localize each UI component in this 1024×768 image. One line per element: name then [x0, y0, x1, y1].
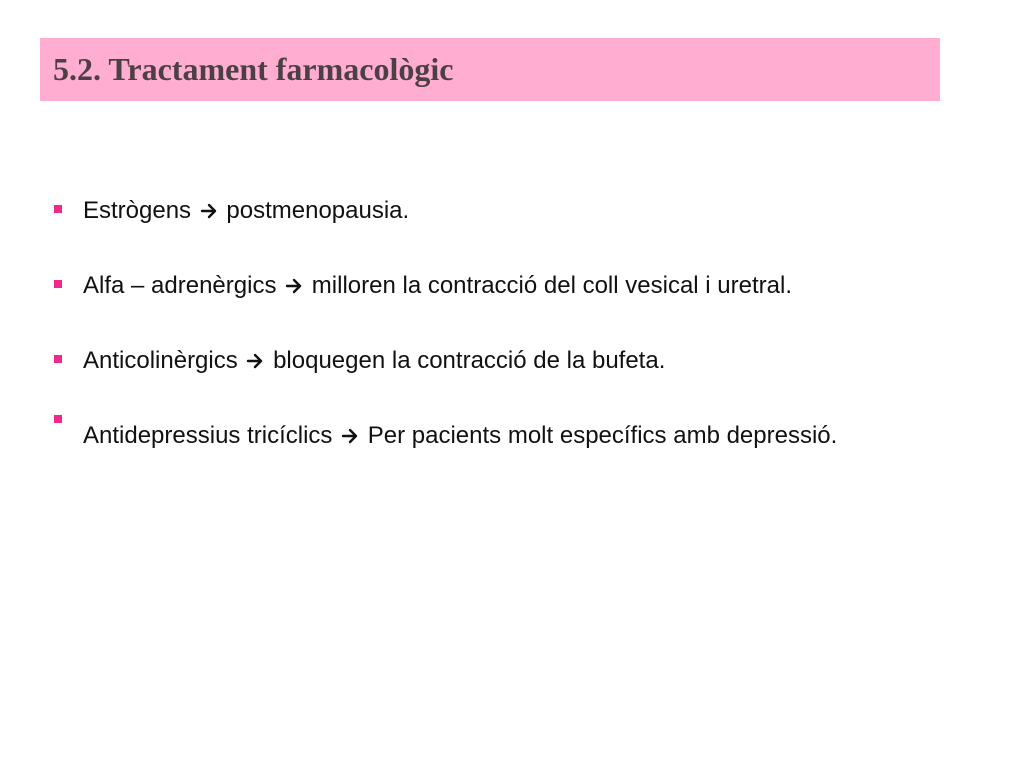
bullet-marker-icon — [54, 415, 62, 423]
arrow-right-icon — [285, 263, 303, 308]
bullet-term: Antidepressius tricíclics — [83, 422, 333, 449]
arrow-right-icon — [246, 338, 264, 383]
title-bar — [40, 38, 940, 101]
list-item — [54, 188, 954, 233]
bullet-marker-icon — [54, 355, 62, 363]
arrow-right-icon — [200, 188, 218, 233]
bullet-term: Alfa – adrenèrgics — [83, 272, 277, 299]
bullet-term: Estrògens — [83, 197, 192, 224]
list-item — [54, 263, 954, 308]
arrow-right-icon — [341, 398, 359, 473]
bullet-description: bloquegen la contracció de la bufeta. — [273, 347, 666, 374]
bullet-marker-icon — [54, 205, 62, 213]
bullet-description: milloren la contracció del coll vesical i uretral. — [311, 272, 792, 299]
bullet-text — [83, 398, 863, 473]
slide-title: 5.2. Tractament farmacològic — [53, 51, 454, 87]
list-item — [54, 338, 954, 383]
bullet-description: Per pacients molt específics amb depressió. — [367, 422, 838, 449]
bullet-list — [54, 188, 954, 503]
list-item — [54, 398, 863, 473]
bullet-marker-icon — [54, 280, 62, 288]
bullet-term: Anticolinèrgics — [83, 347, 238, 374]
bullet-description: postmenopausia. — [226, 197, 410, 224]
